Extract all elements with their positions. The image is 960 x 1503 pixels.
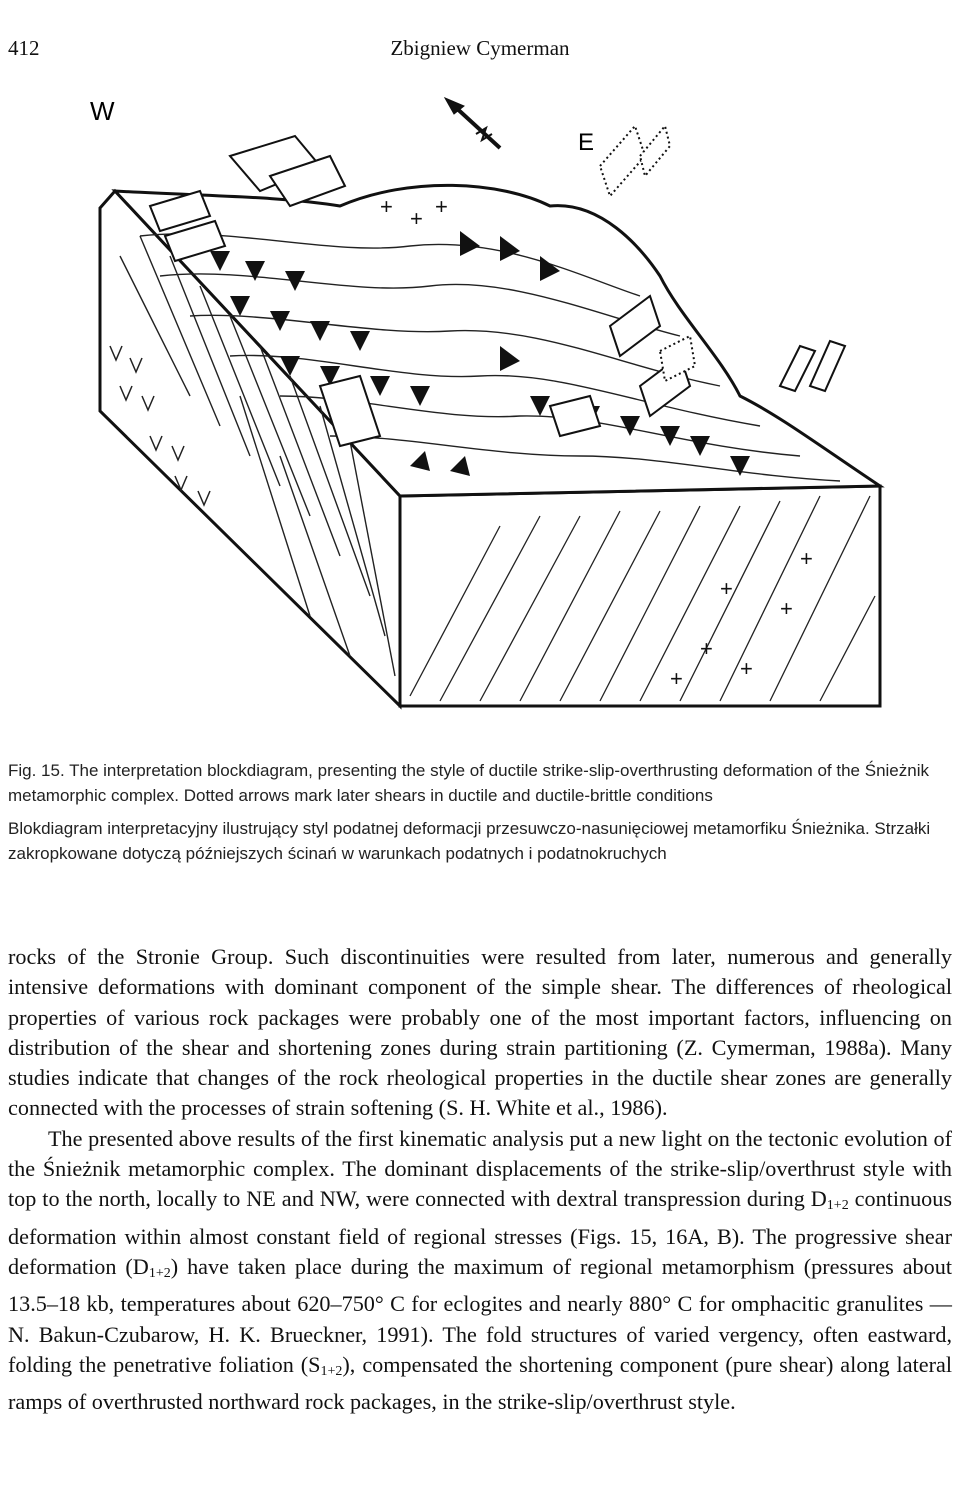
svg-text:+: + (435, 194, 448, 219)
label-e: E (578, 129, 595, 156)
paragraph-2-part-a: The presented above results of the first kinematic analysis put a new light on the tectonic evolution of the Śnieżnik metamorphic complex. The dominant displacements of the strike-slip/overthrust style with top to the north, locally to NE and NW, were connected with dextral transpression during D (8, 1125, 952, 1212)
svg-text:+: + (700, 636, 713, 661)
svg-text:+: + (800, 546, 813, 571)
subscript-3: 1+2 (320, 1363, 343, 1379)
svg-text:+: + (740, 656, 753, 681)
subscript-2: 1+2 (148, 1265, 171, 1281)
paragraph-2 (8, 1124, 952, 1418)
paragraph-2-part-c: ) have taken place during the maximum of regional metamorphism (pressures about 13.5–18 kb, temperatures about 620–750° C for eclogites and nearly 880° C for omphacitic granulites — N. Bakun-Czubarow, H. K. Brueckner, 1991). The fold structures of varied vergency, often eastward, folding the penetrative foliation (S (8, 1253, 952, 1377)
svg-text:+: + (670, 666, 683, 691)
block-diagram-svg (80, 96, 900, 716)
north-arrow-icon (445, 98, 500, 148)
paragraph-2-part-b: continuous deformation within almost constant field of regional stresses (Figs. 15, 16A, B). The progressive shear deformation (D (8, 1186, 953, 1279)
page-header (0, 36, 960, 66)
svg-text:+: + (720, 576, 733, 601)
caption-english: Fig. 15. The interpretation blockdiagram, presenting the style of ductile strike-slip-overthrusting deformation of the Śnieżnik metamorphic complex. Dotted arrows mark later shears in ductile and ductile-brittle conditions (8, 761, 929, 805)
svg-text:+: + (410, 206, 423, 231)
body-text (8, 942, 952, 1417)
paragraph-2-part-d: ), compensated the shortening component (pure shear) along lateral ramps of overthrusted northward rock packages, in the strike-slip/overthrust style. (8, 1351, 952, 1415)
paragraph-1: rocks of the Stronie Group. Such discontinuities were resulted from later, numerous and generally intensive deformations with dominant component of the simple shear. The differences of rheological properties of various rock packages were probably one of the most important factors, influencing on distribution of the shear and shortening zones during strain partitioning (Z. Cymerman, 1988a). Many studies indicate that changes of the rock rheological properties in the ductile shear zones are generally connected with the processes of strain softening (S. H. White et al., 1986). (8, 944, 952, 1121)
page-number: 412 (8, 36, 40, 60)
running-head: Zbigniew Cymerman (390, 36, 570, 60)
label-w: W (90, 96, 115, 126)
block-front-face (400, 486, 880, 706)
figure-caption (8, 758, 952, 866)
svg-text:+: + (780, 596, 793, 621)
caption-polish: Blokdiagram interpretacyjny ilustrujący styl podatnej deformacji przesuwczo-nasunięciowej metamorfiku Śnieżnika. Strzałki zakropkowane dotyczą późniejszych ścinań w warunkach podatnych i podatnokruchych (8, 819, 931, 863)
block-diagram-figure (80, 96, 900, 716)
subscript-1: 1+2 (826, 1198, 849, 1214)
svg-text:+: + (380, 194, 393, 219)
